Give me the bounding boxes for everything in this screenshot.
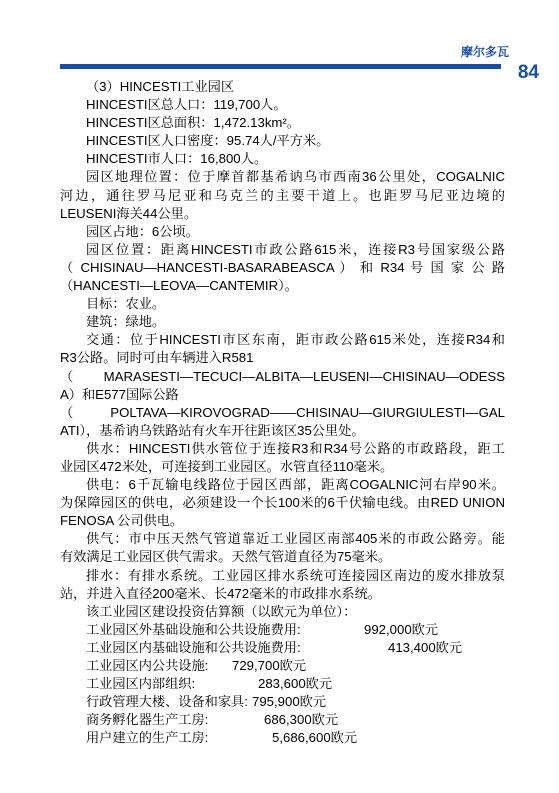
page-body [60, 78, 505, 747]
paragraph-line: （ CHISINAU—HANCESTI-BASARABEASCA ） 和 R34 号 国 家 公 路 [60, 259, 505, 275]
cost-label: 行政管理大楼、设备和家具: [86, 694, 248, 710]
cost-row [60, 639, 505, 657]
paragraph-line: 园区位置：距离HINCESTI市政公路615米，连接R3号国家级公路 [86, 241, 505, 257]
paragraph-line: HINCESTI市人口：16,800人。 [86, 151, 268, 167]
cost-value: 5,686,600欧元 [272, 730, 358, 746]
paragraph-line: （HANCESTI—LEOVA—CANTEMIR）。 [60, 278, 298, 294]
cost-row [60, 657, 505, 675]
paragraph-line: FENOSA 公司供电。 [60, 513, 184, 529]
paragraph-line: A）和E577国际公路 [60, 386, 179, 402]
cost-label: 工业园区内公共设施: [86, 658, 209, 673]
paragraph-line: 为保障园区的供电，必须建设一个长100米的6千伏输电线。由RED UNION [60, 495, 505, 511]
paragraph-line: 建筑：绿地。 [86, 314, 166, 330]
paragraph-line: 交通：位于HINCESTI市区东南，距市政公路615米处，连接R34和 [86, 332, 505, 348]
cost-row [60, 711, 505, 729]
header-title: 摩尔多瓦 [460, 45, 509, 59]
paragraph-line: 园区占地：6公顷。 [86, 223, 199, 239]
cost-row [60, 729, 505, 747]
header-rule [60, 64, 501, 69]
section-heading: （3）HINCESTI工业园区 [86, 79, 235, 94]
paragraph-line: 园区地理位置：位于摩首都基希讷乌市西南36公里处，COGALNIC [86, 169, 505, 185]
paragraph-line: 供电：6千瓦输电线路位于园区西部，距离COGALNIC河右岸90米。 [86, 477, 505, 493]
paragraph-line: LEUSENI海关44公里。 [60, 205, 198, 221]
paragraph-line: HINCESTI区总面积：1,472.13km²。 [86, 115, 300, 131]
paragraph-line: （MARASESTI—TECUCI—ALBITA—LEUSENI—CHISINAU—ODESS [60, 368, 505, 384]
cost-row [60, 693, 505, 711]
cost-value: 283,600欧元 [258, 676, 333, 692]
paragraph-line: ATI），基希讷乌铁路站有火车开往距该区35公里处。 [60, 422, 365, 438]
paragraph-line: 业园区472米处，可连接到工业园区。水管直径110毫米。 [60, 458, 394, 474]
paragraph-line: 有效满足工业园区供气需求。天然气管道直径为75毫米。 [60, 549, 392, 565]
cost-row [60, 675, 505, 693]
page-number: 84 [517, 62, 539, 83]
paragraph-line: HINCESTI区人口密度：95.74人/平方米。 [86, 133, 330, 149]
paragraph-line: 站，并进入直径200毫米、长472毫米的市政排水系统。 [60, 585, 381, 601]
cost-value: 686,300欧元 [264, 712, 339, 728]
paragraph-line: R3公路。同时可由车辆进入R581 [60, 350, 254, 366]
cost-label: 工业园区内基础设施和公共设施费用: [86, 639, 301, 655]
paragraph-line: HINCESTI区总人口：119,700人。 [86, 97, 287, 113]
paragraph-line: 供水：HINCESTI供水管位于连接R3和R34号公路的市政路段，距工 [86, 440, 505, 456]
cost-label: 用户建立的生产工房: [86, 730, 209, 746]
cost-value: 992,000欧元 [364, 621, 439, 637]
paragraph-line: 目标：农业。 [86, 296, 166, 312]
paragraph-line: 排水：有排水系统。工业园区排水系统可连接园区南边的废水排放泵 [86, 567, 505, 583]
cost-label: 工业园区内部组织: [86, 676, 196, 692]
cost-value: 729,700欧元 [232, 658, 307, 673]
cost-label: 商务孵化器生产工房: [86, 712, 209, 728]
cost-label: 工业园区外基础设施和公共设施费用: [86, 621, 301, 637]
cost-row [60, 621, 505, 639]
paragraph-line: 供气：市中压天然气管道靠近工业园区南部405米的市政公路旁。能 [86, 531, 505, 547]
paragraph-line: 该工业园区建设投资估算额（以欧元为单位）： [86, 603, 357, 619]
cost-value: 795,900欧元 [252, 694, 327, 710]
cost-value: 413,400欧元 [388, 639, 463, 655]
paragraph-line: 河边，通往罗马尼亚和乌克兰的主要干道上。也距罗马尼亚边境的 [60, 187, 505, 203]
paragraph-line: （POLTAVA—KIROVOGRAD——CHISINAU—GIURGIULESTI—GAL [60, 404, 505, 420]
